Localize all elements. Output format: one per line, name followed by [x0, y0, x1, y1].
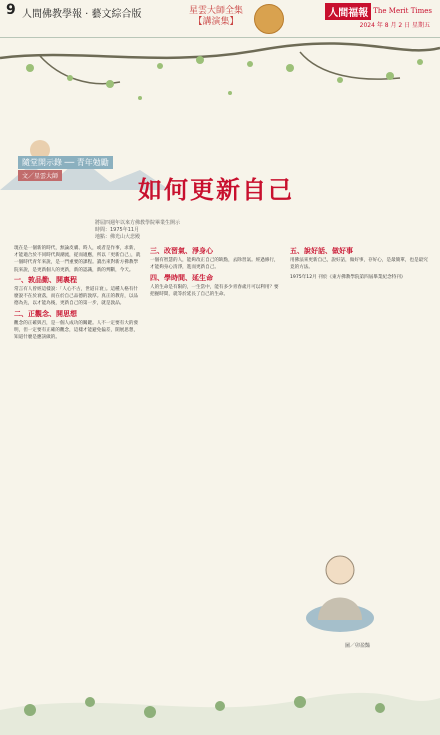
series-line2: 【講演集】: [193, 17, 239, 27]
logo-cn: 人間福報: [325, 3, 371, 20]
source-line1: 將屆四週年以來方佛教學院畢業生開示: [95, 220, 181, 226]
illustration-credit: 圖／卯盈豔: [345, 643, 371, 649]
tree-branches-illustration: [0, 38, 440, 128]
paragraph-5: 用佛法來更新自己，說好話，做好事，存好心，是最簡單，也是最究竟的方法。: [290, 258, 428, 271]
footer-grass-illustration: [0, 650, 440, 735]
subhead-3: 三、改習氣、淨身心: [150, 247, 213, 255]
series-line1: 星雲大師全集: [188, 6, 243, 16]
article-source-note: [95, 220, 180, 241]
paragraph-2: 觀念的正確與否，是一個人成功的關鍵。人不一定要有大的發明，但一定要有正確的觀念，這樣才能避免偏差，開展思想，知道什麼是應該做的。: [14, 320, 139, 341]
newspaper-logo: [325, 3, 432, 19]
source-line3: 地點：佛光山大悲殿: [95, 234, 141, 240]
subhead-4: 四、學時間、延生命: [150, 273, 213, 282]
paragraph-1: 常言有人曾經這樣說：「人心不古，世道日衰」。這種人格有什麼說不在於衰落，而在於自己品德的敦厚。真正的教育，以品德為先，以才能為後，更新自己的第一步，就是敦品。: [14, 287, 139, 307]
closing-note: 1975年12月 刊於《東方佛教學院第四屆畢業紀念特刊》: [290, 274, 406, 280]
section-label: 人間佛教學報 ‧ 藝文綜合版: [22, 9, 142, 20]
subhead-5: 五、說好話、做好事: [290, 247, 353, 255]
intro-paragraph: 現在是一個新的時代，無論皮膚、時人，或者是作事，求新，才能適合於不同時代與潮流，從而適應，所以「更新自己」，就一個時代青年來說，是一門重要的課程。讀出來對新方佛教學院來說，是更新個人的更新，新的認識，新的判斷，今天。: [14, 246, 141, 273]
paragraph-4: 人的生命是有限的，一生當中，能有多少青春歲月可以利用？要把握時間，就等於延長了自己的生命。: [150, 284, 279, 298]
subhead-1: 一、敦品勤、開裏程: [14, 275, 77, 284]
masthead: [0, 0, 440, 40]
article-title: 如何更新自己: [138, 176, 294, 204]
subhead-2: 二、正觀念、開思想: [14, 309, 77, 318]
logo-en: The Merit Times: [373, 7, 432, 15]
page-number: 9: [6, 2, 16, 18]
column-2: [150, 245, 280, 640]
paragraph-3: 一個有智慧的人，能夠改正自己的缺點，去除習氣。經過修行，才能夠身心清淨，進而更新自己。: [150, 258, 279, 271]
monk-illustration: [300, 540, 380, 635]
column-3: [290, 245, 428, 535]
column-kicker: 隨堂開示錄 ── 青年勉勵: [18, 156, 113, 169]
mascot-icon: [254, 4, 284, 34]
series-banner: [176, 6, 256, 28]
issue-date: 2024 年 8 月 2 日 星期五: [359, 22, 430, 29]
author-byline: 文／星雲大師: [18, 170, 62, 181]
column-1: [14, 245, 142, 640]
source-line2: 時間：1975年11月: [95, 227, 140, 233]
